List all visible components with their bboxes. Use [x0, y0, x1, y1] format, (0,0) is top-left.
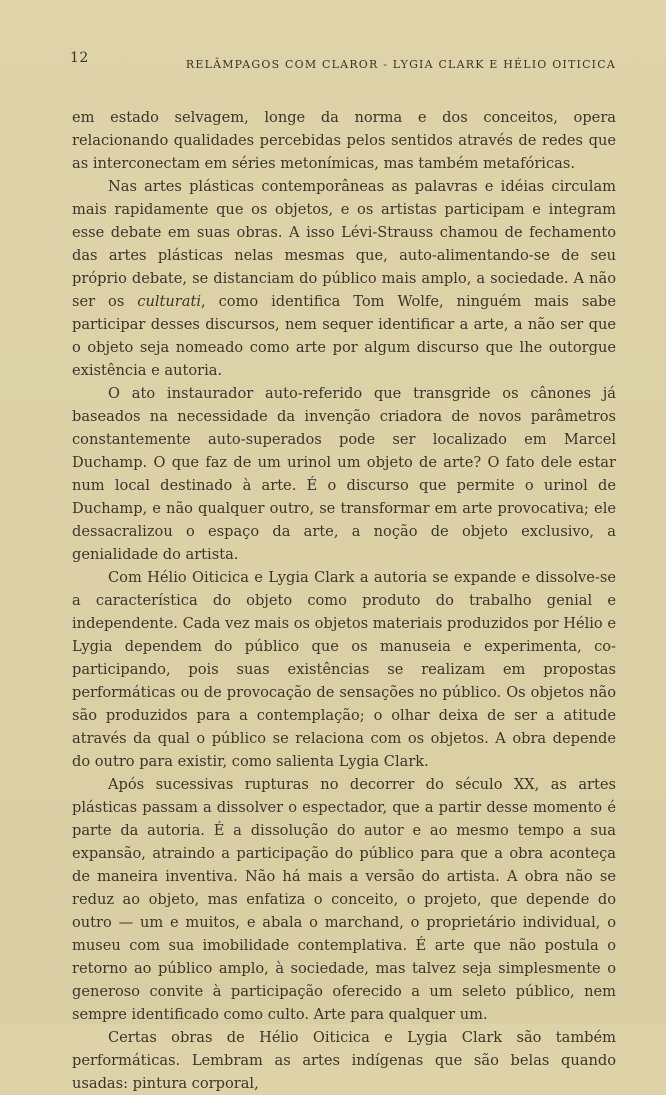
running-head: RELÂMPAGOS COM CLAROR - LYGIA CLARK E HÉLIO OITICICA: [185, 58, 616, 71]
paragraph: [72, 175, 616, 382]
body-text: [72, 106, 616, 1095]
paragraph: Com Hélio Oiticica e Lygia Clark a autoria se expande e dissolve-se a característica do objeto como produto do trabalho genial e independente. Cada vez mais os objetos materiais produzidos por Hélio e Lygia dependem do público que os manuseia e experimenta, co-participando, pois suas existências se realizam em propostas performáticas ou de provocação de sensações no público. Os objetos não são produzidos para a contemplação; o olhar deixa de ser a atitude através da qual o público se relaciona com os objetos. A obra depende do outro para existir, como salienta Lygia Clark.: [72, 569, 616, 770]
paragraph-text: Nas artes plásticas contemporâneas as palavras e idéias circulam mais rapidamente que os objetos, e os artistas participam e integram esse debate em suas obras. A isso Lévi-Strauss chamou de fechamento das artes plásticas nelas mesmas que, auto-alimentando-se de seu próprio debate, se distanciam do público mais amplo, a sociedade. A não ser os: [72, 178, 616, 310]
paragraph-text: , como identifica Tom Wolfe, ninguém mais sabe participar desses discursos, nem sequer identificar a arte, a não ser que o objeto seja nomeado como arte por algum discurso que lhe outorgue existência e autoria.: [72, 293, 617, 379]
paragraph: Certas obras de Hélio Oiticica e Lygia Clark são também performáticas. Lembram as artes indígenas que são belas quando usadas: pintura corporal,: [72, 1029, 616, 1092]
paragraph: Após sucessivas rupturas no decorrer do século XX, as artes plásticas passam a dissolver o espectador, que a partir desse momento é parte da autoria. É a dissolução do autor e ao mesmo tempo a sua expansão, atraindo a participação do público para que a obra aconteça de maneira inventiva. Não há mais a versão do artista. A obra não se reduz ao objeto, mas enfatiza o conceito, o projeto, que depende do outro — um e muitos, e abala o marchand, o proprietário individual, o museu com sua imobilidade contemplativa. É arte que não postula o retorno ao público amplo, à sociedade, mas talvez seja simplesmente o generoso convite à participação oferecido a um seleto público, nem sempre identificado como culto. Arte para qualquer um.: [72, 776, 616, 1023]
paragraph: O ato instaurador auto-referido que transgride os cânones já baseados na necessidade da invenção criadora de novos parâmetros constantemente auto-superados pode ser localizado em Marcel Duchamp. O que faz de um urinol um objeto de arte? O fato dele estar num local destinado à arte. É o discurso que permite o urinol de Duchamp, e não qualquer outro, se transformar em arte provocativa; ele dessacralizou o espaço da arte, a noção de objeto exclusivo, a genialidade do artista.: [72, 385, 616, 563]
emphasized-term: culturati: [137, 293, 202, 310]
page-number: 12: [70, 50, 89, 66]
paragraph: em estado selvagem, longe da norma e dos conceitos, opera relacionando qualidades percebidas pelos sentidos através de redes que as interconectam em séries metonímicas, mas também metafóricas.: [72, 109, 616, 172]
